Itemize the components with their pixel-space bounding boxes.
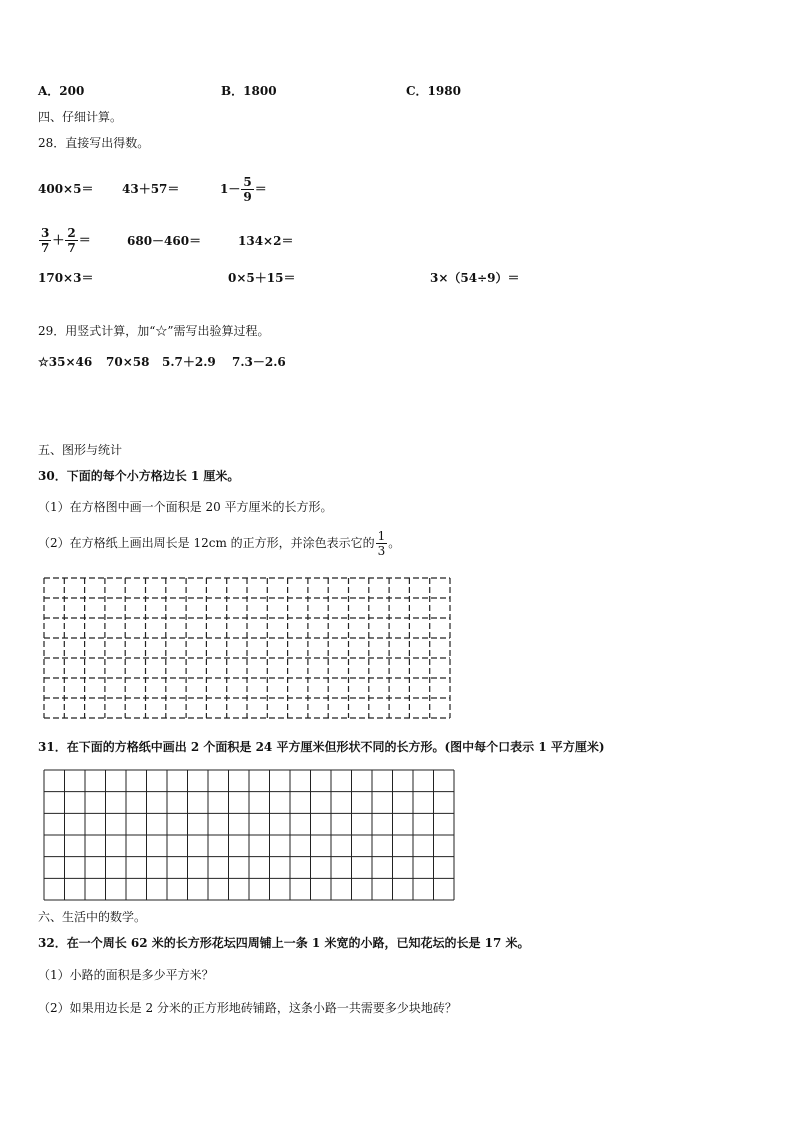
- q28-item-7: 170×3＝: [38, 271, 94, 285]
- q28-item-6: 134×2＝: [238, 234, 294, 248]
- option-a: A．200: [38, 84, 85, 98]
- q29-item-1: ☆35×46: [38, 355, 93, 369]
- q29-item-3: 5.7＋2.9: [162, 355, 216, 369]
- fraction: [376, 529, 388, 558]
- frac-suffix: ＝: [78, 233, 91, 247]
- section5-title: 五、图形与统计: [38, 443, 123, 457]
- fraction-numerator: 3: [41, 226, 50, 240]
- fraction-denominator: 7: [41, 241, 50, 255]
- section6-title: 六、生活中的数学。: [38, 910, 147, 924]
- fraction: [65, 226, 77, 255]
- frac-prefix: 1－: [220, 182, 241, 196]
- q28-item-2: 43＋57＝: [122, 182, 180, 196]
- solid-square-grid[interactable]: [40, 768, 456, 902]
- q28-title: 28．直接写出得数。: [38, 136, 150, 150]
- fraction-denominator: 9: [243, 190, 252, 204]
- q28-item-4: [38, 222, 91, 258]
- q29-title: 29．用竖式计算，加“☆”需写出验算过程。: [38, 324, 270, 338]
- fraction: [241, 175, 253, 204]
- q28-item-8: 0×5＋15＝: [228, 271, 296, 285]
- fraction: [39, 226, 51, 255]
- q30-part2: [38, 525, 400, 561]
- q32-title: 32．在一个周长 62 米的长方形花坛四周铺上一条 1 米宽的小路，已知花坛的长是 17 米。: [38, 936, 530, 950]
- frac-suffix: ＝: [254, 182, 267, 196]
- fraction-numerator: 5: [243, 175, 252, 189]
- q32-part1: （1）小路的面积是多少平方米？: [38, 968, 214, 982]
- q29-item-2: 70×58: [106, 355, 150, 369]
- option-b: B．1800: [221, 84, 277, 98]
- q30-title: 30．下面的每个小方格边长 1 厘米。: [38, 469, 240, 483]
- frac-operator: ＋: [52, 233, 65, 247]
- fraction-denominator: 3: [377, 544, 386, 558]
- q31-title: 31．在下面的方格纸中画出 2 个面积是 24 平方厘米但形状不同的长方形。(图中每个口表示 1 平方厘米): [38, 740, 605, 754]
- q28-item-1: 400×5＝: [38, 182, 94, 196]
- q28-item-5: 680－460＝: [127, 234, 202, 248]
- q30-part2-end: 。: [388, 536, 401, 550]
- q28-item-3: [220, 171, 267, 207]
- section4-title: 四、仔细计算。: [38, 110, 123, 124]
- fraction-numerator: 1: [377, 529, 386, 543]
- fraction-numerator: 2: [67, 226, 76, 240]
- q30-part2-text: （2）在方格纸上画出周长是 12cm 的正方形，并涂色表示它的: [38, 536, 375, 550]
- q28-item-9: 3×（54÷9）＝: [430, 271, 520, 285]
- q32-part2: （2）如果用边长是 2 分米的正方形地砖铺路，这条小路一共需要多少块地砖？: [38, 1001, 457, 1015]
- fraction-denominator: 7: [67, 241, 76, 255]
- dashed-square-grid[interactable]: [40, 574, 454, 720]
- q29-item-4: 7.3－2.6: [232, 355, 286, 369]
- q30-part1: （1）在方格图中画一个面积是 20 平方厘米的长方形。: [38, 500, 333, 514]
- option-c: C．1980: [406, 84, 461, 98]
